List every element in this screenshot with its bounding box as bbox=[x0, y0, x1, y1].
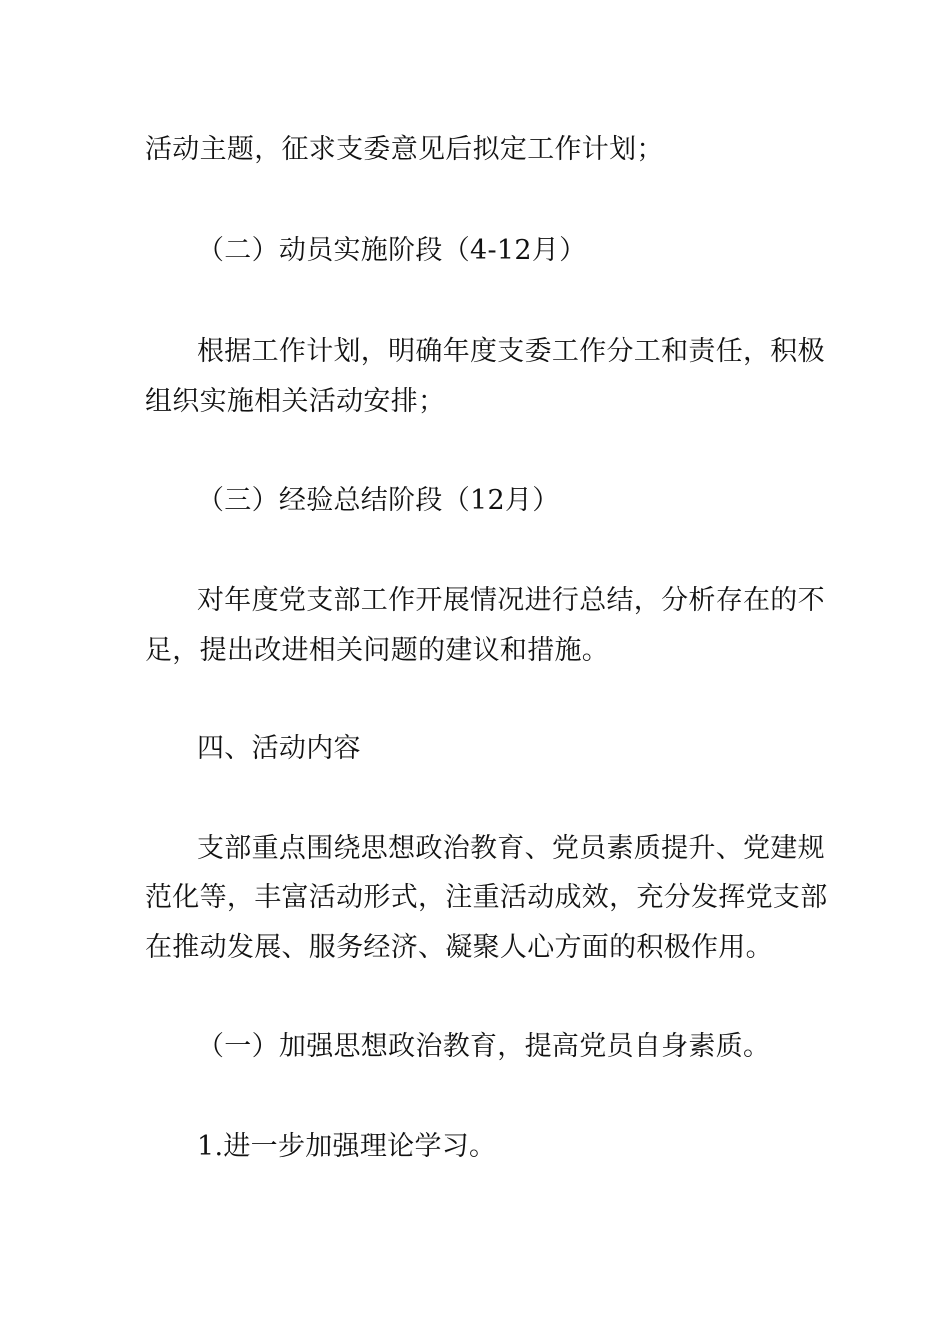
paragraph-line: 足，提出改进相关问题的建议和措施。 bbox=[145, 635, 610, 666]
paragraph-line: 活动主题，征求支委意见后拟定工作计划； bbox=[145, 134, 664, 165]
list-item-heading: 1.进一步加强理论学习。 bbox=[197, 1131, 497, 1162]
section-heading: （一）加强思想政治教育，提高党员自身素质。 bbox=[197, 1031, 771, 1062]
paragraph-line: 对年度党支部工作开展情况进行总结，分析存在的不 bbox=[197, 585, 825, 616]
section-heading: 四、活动内容 bbox=[197, 733, 361, 764]
paragraph-line: 支部重点围绕思想政治教育、党员素质提升、党建规 bbox=[197, 833, 825, 864]
paragraph-line: 根据工作计划，明确年度支委工作分工和责任，积极 bbox=[197, 336, 825, 367]
paragraph-line: 在推动发展、服务经济、凝聚人心方面的积极作用。 bbox=[145, 932, 773, 963]
section-heading: （二）动员实施阶段（4-12月） bbox=[197, 235, 587, 266]
paragraph-line: 组织实施相关活动安排； bbox=[145, 386, 446, 417]
paragraph-line: 范化等，丰富活动形式，注重活动成效，充分发挥党支部 bbox=[145, 882, 828, 913]
section-heading: （三）经验总结阶段（12月） bbox=[197, 485, 560, 516]
